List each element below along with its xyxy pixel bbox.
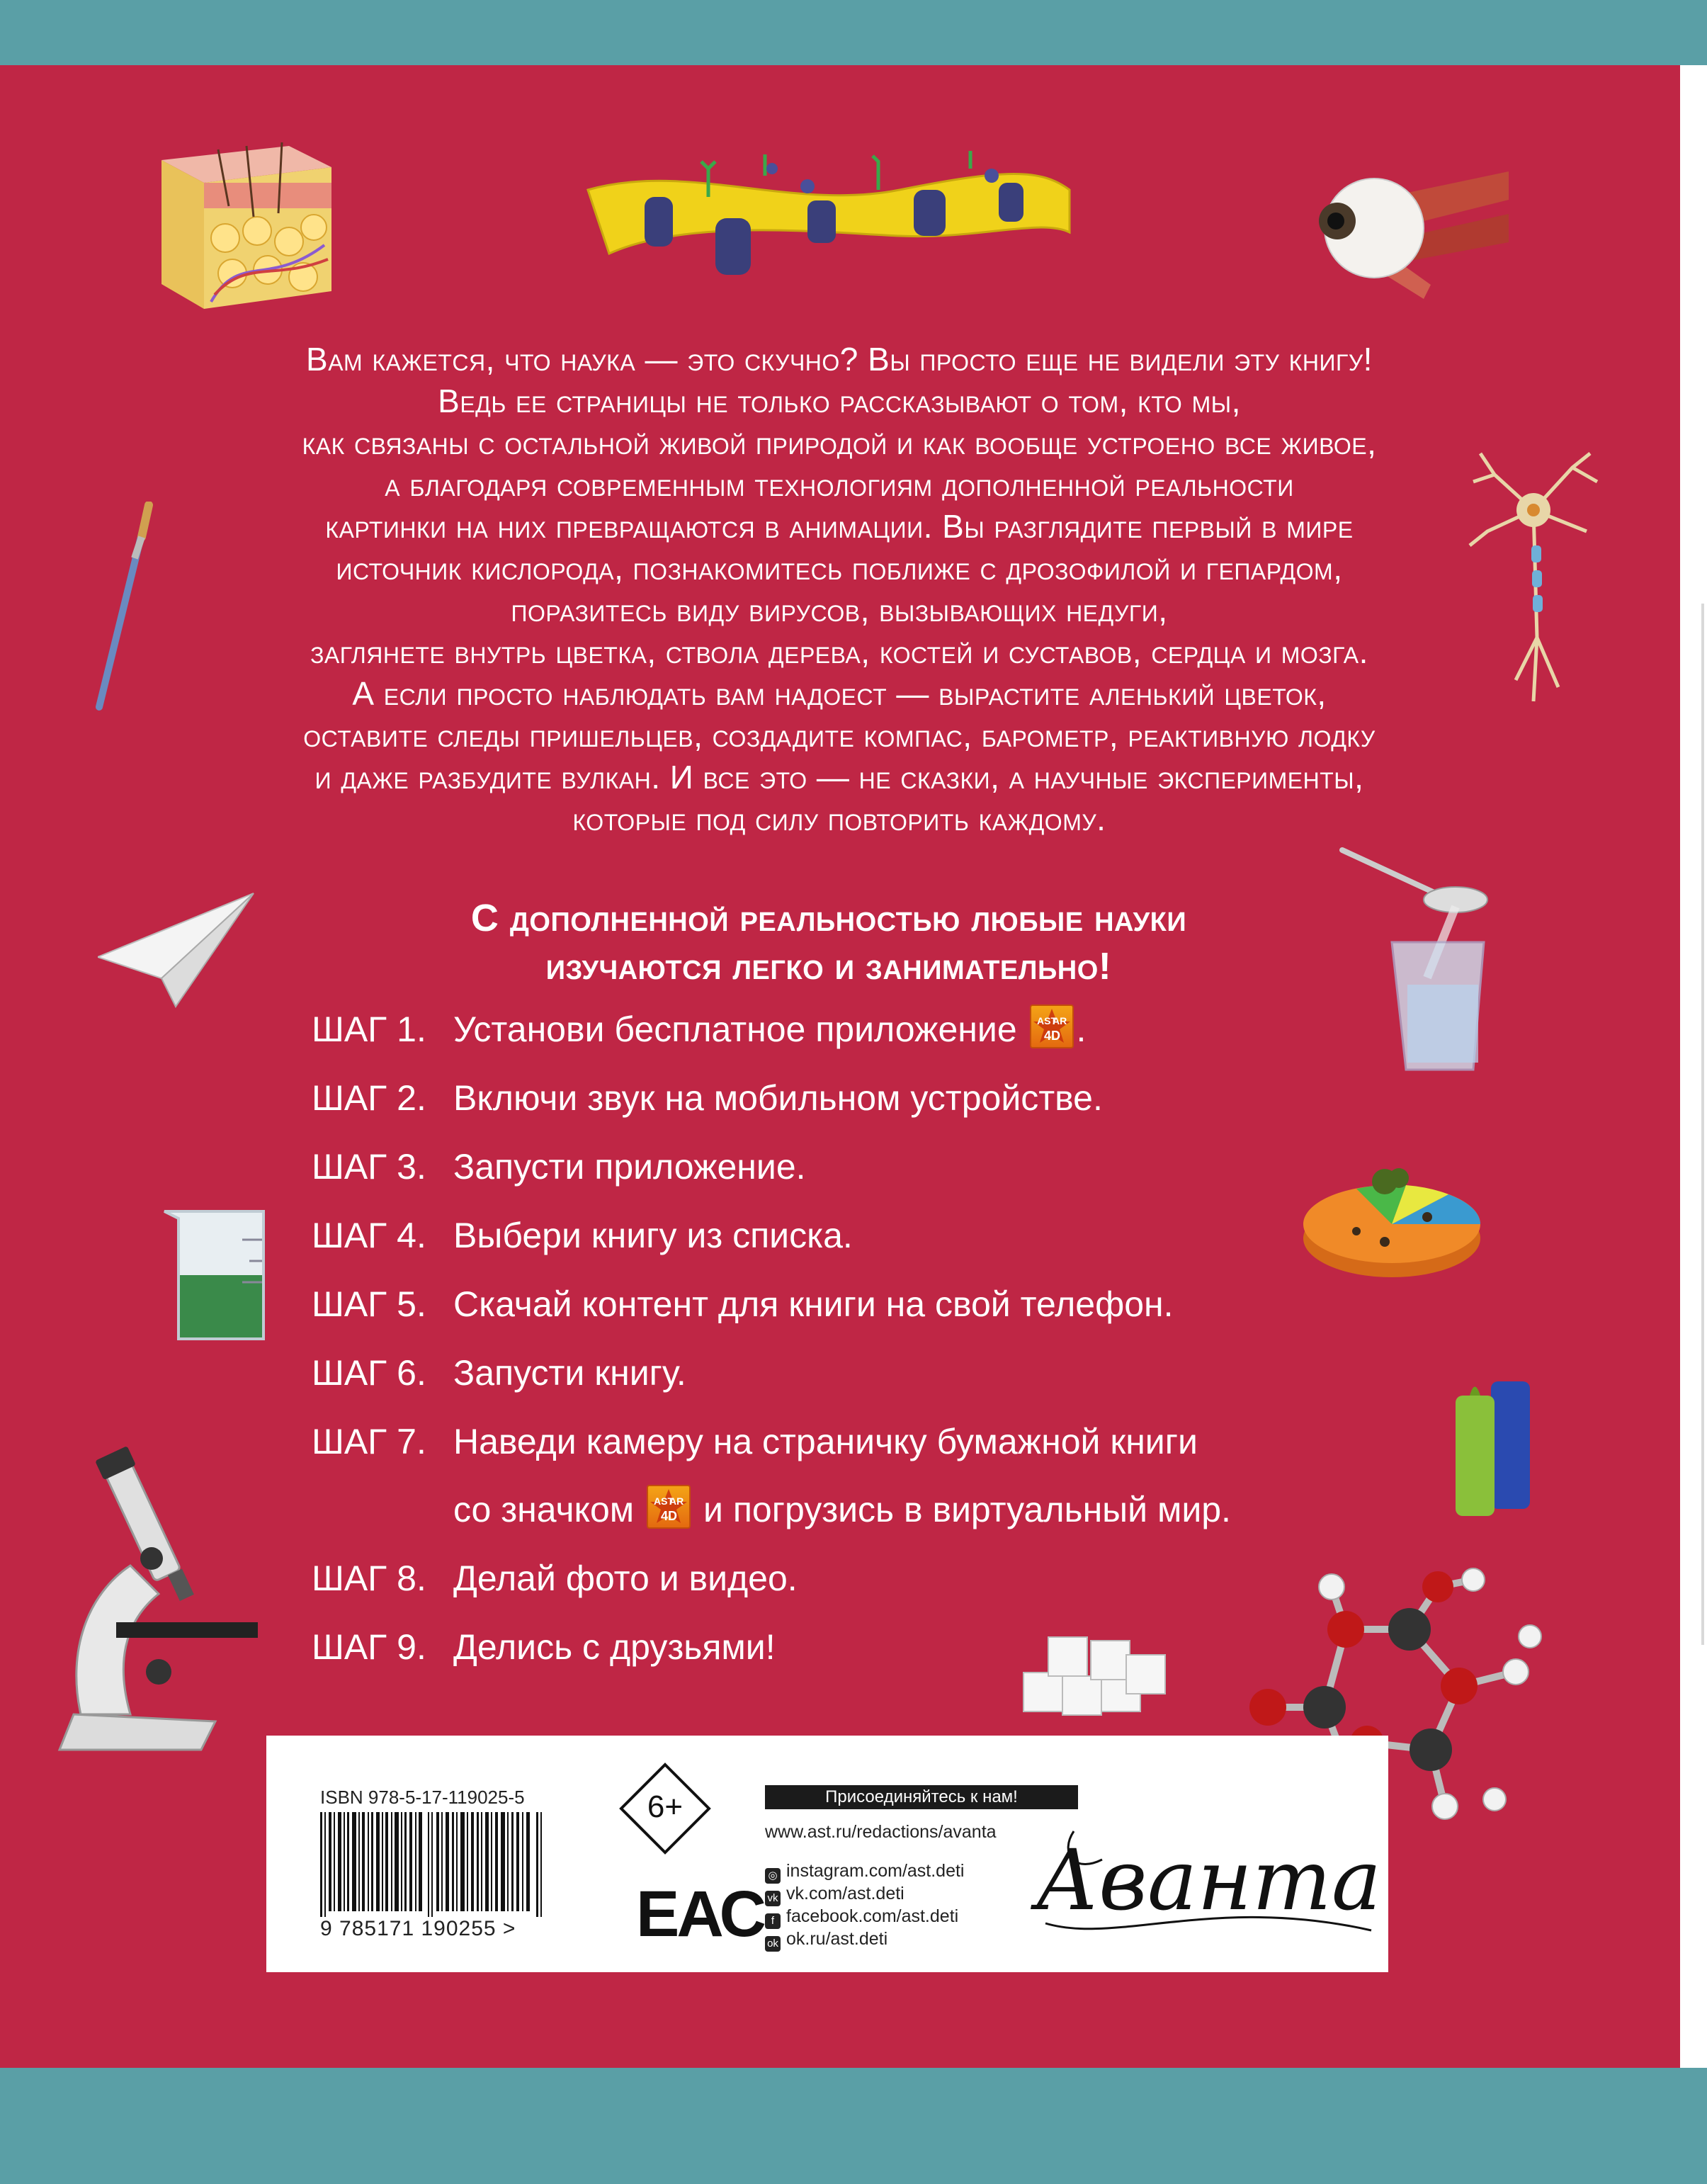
eye-muscles-illustration (1317, 150, 1516, 306)
intro-line: как связаны с остальной живой природой и как вообще устроено все живое, (302, 424, 1377, 461)
step-label: ШАГ 1. (312, 1009, 426, 1049)
step-label: ШАГ 6. (312, 1353, 426, 1393)
headline (212, 894, 1445, 990)
astar-text: AR (669, 1495, 684, 1507)
step-9 (312, 1622, 776, 1672)
beaker-illustration (157, 1204, 278, 1346)
intro-line: заглянете внутрь цветка, ствола дерева, костей и суставов, сердца и мозга. (310, 633, 1368, 670)
astar-text: AR (1052, 1015, 1067, 1026)
step-label: ШАГ 7. (312, 1422, 426, 1461)
step-text: Наведи камеру на страничку бумажной книги (453, 1422, 1198, 1461)
astar-text: AST (654, 1495, 674, 1507)
candles-illustration (1448, 1367, 1541, 1520)
step-3 (312, 1142, 806, 1192)
step-label: ШАГ 3. (312, 1147, 426, 1187)
logo-swash (1031, 1810, 1385, 1952)
intro-line: и даже разбудите вулкан. И все это — не сказки, а научные эксперименты, (314, 759, 1364, 796)
step-label: ШАГ 4. (312, 1216, 426, 1255)
astar-app-icon (1030, 1005, 1074, 1048)
step-8 (312, 1554, 798, 1603)
step-text: и погрузись в виртуальный мир. (703, 1490, 1231, 1529)
barcode (320, 1812, 544, 1917)
join-us-banner: Присоединяйтесь к нам! (765, 1785, 1078, 1809)
step-text: Делись с друзьями! (453, 1627, 776, 1667)
publisher-url: www.ast.ru/redactions/avanta (765, 1822, 997, 1842)
astar-app-icon (647, 1485, 691, 1529)
social-link-ok[interactable] (765, 1928, 887, 1950)
intro-line: Вам кажется, что наука — это скучно? Вы просто еще не видели эту книгу! (306, 341, 1373, 378)
step-label: ШАГ 9. (312, 1627, 426, 1667)
social-text: facebook.com/ast.deti (786, 1906, 959, 1926)
intro-line: источник кислорода, познакомитесь поближе с дрозофилой и гепардом, (336, 550, 1343, 587)
intro-paragraph (120, 339, 1558, 840)
ok-icon: ok (765, 1936, 781, 1952)
astar-text: 4D (1043, 1029, 1060, 1043)
step-text: Делай фото и видео. (453, 1558, 798, 1598)
skin-layers-illustration (147, 139, 353, 316)
eac-mark: ЕАС (636, 1878, 764, 1950)
headline-line: С дополненной реальностью любые науки (470, 897, 1187, 939)
barcode-arrow: > (502, 1917, 516, 1940)
step-text: Скачай контент для книги на свой телефон. (453, 1284, 1174, 1324)
social-link-instagram[interactable] (765, 1860, 965, 1882)
social-link-vk[interactable] (765, 1883, 904, 1904)
social-text: instagram.com/ast.deti (786, 1861, 965, 1881)
step-label: ШАГ 5. (312, 1284, 426, 1324)
intro-line: а благодаря современным технологиям дополненной реальности (385, 466, 1294, 503)
barcode-digits (320, 1917, 516, 1941)
brand-name: Аванта (1035, 1831, 1382, 1929)
avanta-logo (1031, 1810, 1385, 1952)
step-4 (312, 1211, 853, 1260)
step-label: ШАГ 8. (312, 1558, 426, 1598)
pie-chart-animals-illustration (1300, 1153, 1484, 1288)
step-7-continuation (453, 1485, 1231, 1534)
intro-line: А если просто наблюдать вам надоест — вырастите аленький цветок, (352, 675, 1327, 712)
barcode-number: 9 785171 190255 (320, 1917, 497, 1940)
sugar-cubes-illustration (1020, 1619, 1169, 1719)
intro-line: Ведь ее страницы не только рассказывают о том, кто мы, (438, 383, 1241, 419)
page-edge (1680, 65, 1707, 2068)
step-5 (312, 1279, 1174, 1329)
astar-text: 4D (661, 1509, 678, 1523)
step-2 (312, 1073, 1103, 1123)
intro-line: поразитесь виду вирусов, вызывающих недуги, (511, 592, 1168, 628)
instagram-icon: ◎ (765, 1868, 781, 1884)
step-text: со значком (453, 1490, 635, 1529)
step-7 (312, 1417, 1198, 1466)
facebook-icon: f (765, 1913, 781, 1929)
headline-line: изучаются легко и занимательно! (545, 945, 1112, 988)
microscope-illustration (52, 1438, 279, 1764)
social-text: vk.com/ast.deti (786, 1884, 904, 1903)
step-1 (312, 1005, 1086, 1054)
step-label: ШАГ 2. (312, 1078, 426, 1118)
step-text: Запусти книгу. (453, 1353, 686, 1393)
step-suffix: . (1076, 1009, 1087, 1049)
cell-membrane-illustration (581, 147, 1077, 296)
step-text: Включи звук на мобильном устройстве. (453, 1078, 1103, 1118)
social-text: ok.ru/ast.deti (786, 1929, 888, 1949)
age-rating-badge (619, 1763, 711, 1855)
intro-line: картинки на них превращаются в анимации. Вы разглядите первый в мире (325, 508, 1354, 545)
intro-line: которые под силу повторить каждому. (572, 800, 1106, 837)
age-rating-label: 6+ (647, 1789, 684, 1824)
astar-text: AST (1036, 1015, 1057, 1026)
social-link-facebook[interactable] (765, 1906, 958, 1927)
step-text: Установи бесплатное приложение (453, 1009, 1017, 1049)
intro-line: оставите следы пришельцев, создадите компас, барометр, реактивную лодку (303, 717, 1376, 754)
isbn-number: ISBN 978-5-17-119025-5 (320, 1787, 525, 1808)
vk-icon: vk (765, 1891, 781, 1906)
publisher-info-box (266, 1736, 1388, 1972)
step-text: Выбери книгу из списка. (453, 1216, 853, 1255)
step-6 (312, 1348, 686, 1398)
step-text: Запусти приложение. (453, 1147, 806, 1187)
